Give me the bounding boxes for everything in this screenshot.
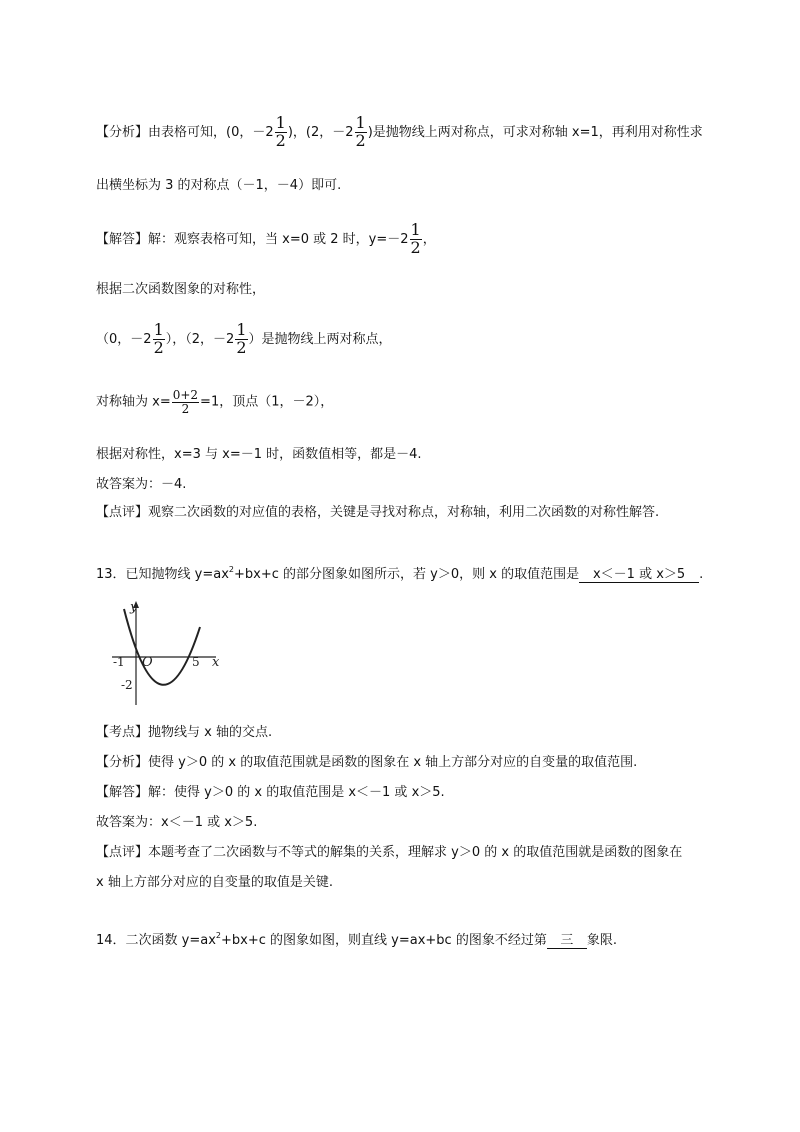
x-label: x <box>212 655 220 670</box>
q13-stem: 13．已知抛物线 $y=ax^2+bx+c$ 的部分图象如图所示，若 y＞0，则 x 的取值范围是 x＜－1 或 x＞5 . <box>96 565 704 582</box>
origin-label: O <box>142 655 153 670</box>
q12-analysis-line1: 【分析】由表格可知，(0，－2 $\frac{1}{2}$ )，(2，－2 $\frac{1}{2}$ )是抛物线上两对称点，可求对称轴 x=1，再利用对称性求 <box>96 113 703 150</box>
solution-tag: 【解答】 <box>96 231 149 247</box>
q14-stem: 14．二次函数 $y=ax^2+bx+c$ 的图象如图，则直线 y=ax+bc 的图象不经过第 三 象限. <box>96 931 617 948</box>
analysis-tag: 【分析】 <box>96 755 149 770</box>
fraction-axis: $\frac{0+2}{2}$ <box>172 388 199 416</box>
fraction-half: $\frac{1}{2}$ <box>355 113 366 150</box>
comment-tag: 【点评】 <box>96 505 149 520</box>
q12-analysis-line2: 出横坐标为 3 的对称点（－1，－4）即可. <box>96 178 342 193</box>
q13-solution: 【解答】解：使得 y＞0 的 x 的取值范围是 x＜－1 或 x＞5. <box>96 785 445 800</box>
answer-blank: 三 <box>547 929 587 949</box>
q13-analysis: 【分析】使得 y＞0 的 x 的取值范围就是函数的图象在 x 轴上方部分对应的自变量的取值范围. <box>96 755 638 770</box>
fraction-half: $\frac{1}{2}$ <box>236 320 247 357</box>
fraction-half: $\frac{1}{2}$ <box>410 220 421 257</box>
q13-knowledge-point: 【考点】抛物线与 x 轴的交点. <box>96 725 273 740</box>
solution-tag: 【解答】 <box>96 785 149 800</box>
q12-comment-line: 【点评】观察二次函数的对应值的表格，关键是寻找对称点，对称轴，利用二次函数的对称性解答. <box>96 505 660 520</box>
comment-tag: 【点评】 <box>96 845 149 860</box>
tick-label-neg2: -2 <box>121 678 133 692</box>
q12-solution-line3: （0，－2 $\frac{1}{2}$ ），（2，－2 $\frac{1}{2}$ ）是抛物线上两对称点， <box>96 320 392 357</box>
analysis-tag: 【分析】 <box>96 124 149 140</box>
tick-label-5: 5 <box>192 655 200 669</box>
answer-blank: x＜－1 或 x＞5 <box>579 563 699 583</box>
q12-solution-line1: 【解答】解：观察表格可知，当 x=0 或 2 时，y=－2 $\frac{1}{2}$ ， <box>96 220 436 257</box>
q13-comment-line2: x 轴上方部分对应的自变量的取值是关键. <box>96 875 333 890</box>
fraction-half: $\frac{1}{2}$ <box>153 320 164 357</box>
q12-solution-axis-line: 对称轴为 x= $\frac{0+2}{2}$ =1，顶点（1，－2）， <box>96 388 334 416</box>
parabola-graph <box>106 597 226 709</box>
parabola-curve <box>124 609 200 685</box>
q12-answer-line: 故答案为：－4. <box>96 477 187 492</box>
knowledge-tag: 【考点】 <box>96 725 149 740</box>
q13-answer-line: 故答案为：x＜－1 或 x＞5. <box>96 815 258 830</box>
tick-label-neg1: -1 <box>113 655 125 669</box>
q12-solution-line2: 根据二次函数图象的对称性， <box>96 282 266 297</box>
fraction-half: $\frac{1}{2}$ <box>275 113 286 150</box>
q12-solution-line5: 根据对称性，x=3 与 x=－1 时，函数值相等，都是－4. <box>96 447 422 462</box>
y-label: y <box>130 600 138 615</box>
q13-comment-line1: 【点评】本题考查了二次函数与不等式的解集的关系，理解求 y＞0 的 x 的取值范围就是函数的图象在 <box>96 845 683 860</box>
